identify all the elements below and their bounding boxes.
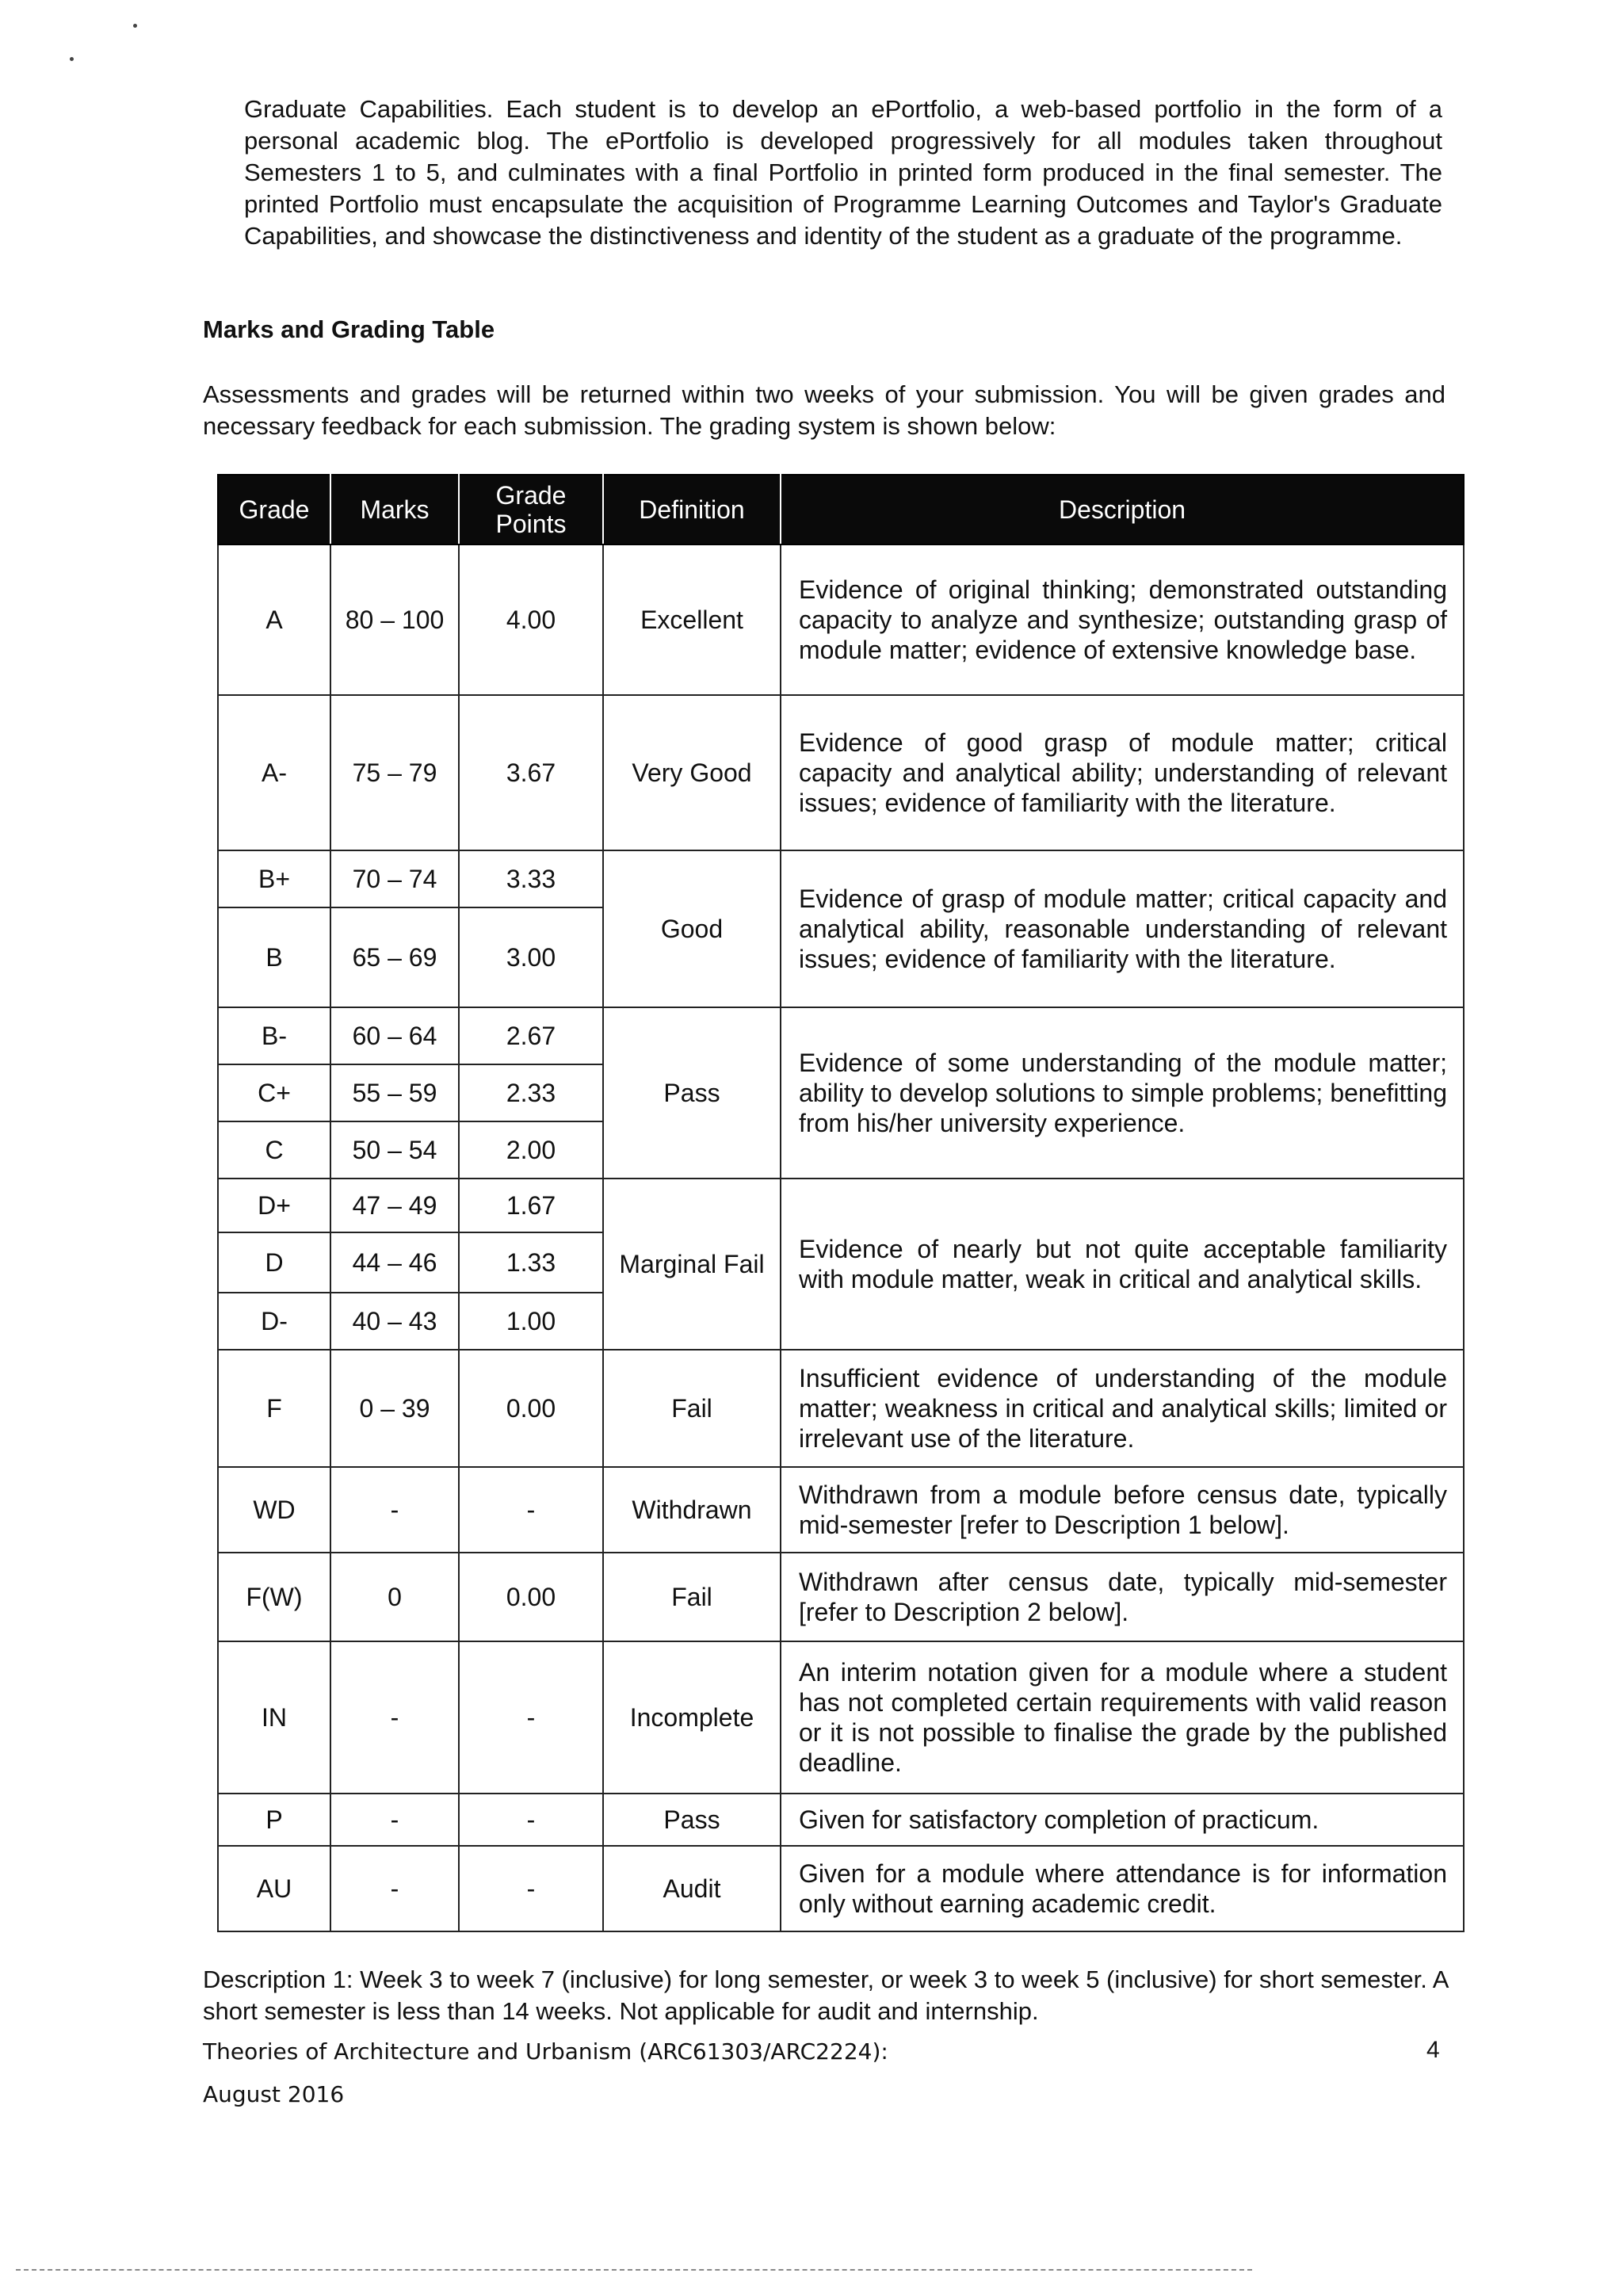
points-cell: 0.00	[459, 1553, 603, 1641]
grade-cell: WD	[218, 1467, 330, 1553]
points-cell: 1.33	[459, 1232, 603, 1293]
marks-cell: 80 – 100	[330, 544, 459, 695]
description-cell: Evidence of good grasp of module matter; critical capacity and analytical ability; understanding of relevant issues; evidence of familiarity with the literature.	[781, 695, 1464, 850]
table-row	[218, 1007, 1464, 1064]
definition-cell: Fail	[603, 1553, 781, 1641]
section-heading: Marks and Grading Table	[203, 315, 495, 343]
description-cell: Insufficient evidence of understanding of the module matter; weakness in critical and analytical skills; limited or irrelevant use of the literature.	[781, 1350, 1464, 1467]
marks-cell: 40 – 43	[330, 1293, 459, 1350]
definition-cell: Incomplete	[603, 1641, 781, 1794]
description-cell: Given for a module where attendance is for information only without earning academic credit.	[781, 1846, 1464, 1931]
points-cell: 3.00	[459, 907, 603, 1007]
marks-cell: 55 – 59	[330, 1064, 459, 1121]
grade-cell: A	[218, 544, 330, 695]
marks-cell: 0 – 39	[330, 1350, 459, 1467]
grade-cell: A-	[218, 695, 330, 850]
table-row	[218, 1350, 1464, 1467]
grade-cell: C+	[218, 1064, 330, 1121]
definition-cell: Fail	[603, 1350, 781, 1467]
definition-cell: Withdrawn	[603, 1467, 781, 1553]
intro-paragraph: Graduate Capabilities. Each student is to develop an ePortfolio, a web-based portfolio in the form of a personal academic blog. The ePortfolio is developed progressively for all modules taken throughout Semesters 1 to 5, and culminates with a final Portfolio in printed form produced in the final semester. The printed Portfolio must encapsulate the acquisition of Programme Learning Outcomes and Taylor's Graduate Capabilities, and showcase the distinctiveness and identity of the student as a graduate of the programme.	[244, 95, 1442, 250]
table-row	[218, 1794, 1464, 1846]
marks-cell: -	[330, 1641, 459, 1794]
points-cell: 3.33	[459, 850, 603, 907]
table-header-row	[218, 475, 1464, 544]
points-cell: 4.00	[459, 544, 603, 695]
marks-cell: 70 – 74	[330, 850, 459, 907]
marks-cell: 0	[330, 1553, 459, 1641]
description-cell: Evidence of nearly but not quite acceptable familiarity with module matter, weak in critical and analytical skills.	[781, 1179, 1464, 1350]
description-cell: Given for satisfactory completion of practicum.	[781, 1794, 1464, 1846]
grade-cell: IN	[218, 1641, 330, 1794]
marks-cell: -	[330, 1467, 459, 1553]
table-row	[218, 1179, 1464, 1232]
points-cell: -	[459, 1641, 603, 1794]
grade-cell: D+	[218, 1179, 330, 1232]
table-row	[218, 1641, 1464, 1794]
grade-cell: AU	[218, 1846, 330, 1931]
marks-cell: -	[330, 1794, 459, 1846]
description-cell: Withdrawn after census date, typically mid-semester [refer to Description 2 below].	[781, 1553, 1464, 1641]
marks-cell: 60 – 64	[330, 1007, 459, 1064]
table-row	[218, 1467, 1464, 1553]
section-intro: Assessments and grades will be returned within two weeks of your submission. You will be given grades and necessary feedback for each submission. The grading system is shown below:	[203, 380, 1445, 440]
definition-cell: Pass	[603, 1007, 781, 1179]
table-row	[218, 1553, 1464, 1641]
grade-cell: B+	[218, 850, 330, 907]
description-footnote: Description 1: Week 3 to week 7 (inclusive) for long semester, or week 3 to week 5 (inclusive) for short semester. A short semester is less than 14 weeks. Not applicable for audit and internship.	[203, 1966, 1448, 2025]
grade-cell: F	[218, 1350, 330, 1467]
grading-table	[217, 474, 1465, 1932]
header-definition: Definition	[603, 475, 781, 544]
points-cell: 1.00	[459, 1293, 603, 1350]
marks-cell: 44 – 46	[330, 1232, 459, 1293]
definition-cell: Audit	[603, 1846, 781, 1931]
points-cell: 3.67	[459, 695, 603, 850]
table-row	[218, 544, 1464, 695]
grade-cell: B	[218, 907, 330, 1007]
page-number: 4	[1426, 2037, 1440, 2063]
table-row	[218, 1846, 1464, 1931]
header-grade: Grade	[218, 475, 330, 544]
points-cell: -	[459, 1794, 603, 1846]
points-cell: 1.67	[459, 1179, 603, 1232]
marks-cell: 47 – 49	[330, 1179, 459, 1232]
points-cell: 2.67	[459, 1007, 603, 1064]
scan-border-line	[16, 2269, 1252, 2271]
grade-cell: P	[218, 1794, 330, 1846]
points-cell: 2.33	[459, 1064, 603, 1121]
grade-cell: D	[218, 1232, 330, 1293]
description-cell: Evidence of grasp of module matter; critical capacity and analytical ability, reasonable understanding of relevant issues; evidence of familiarity with the literature.	[781, 850, 1464, 1007]
marks-cell: -	[330, 1846, 459, 1931]
course-title: Theories of Architecture and Urbanism (ARC61303/ARC2224):	[203, 2038, 888, 2065]
grade-cell: D-	[218, 1293, 330, 1350]
description-cell: Evidence of original thinking; demonstrated outstanding capacity to analyze and synthesize; outstanding grasp of module matter; evidence of extensive knowledge base.	[781, 544, 1464, 695]
table-row	[218, 695, 1464, 850]
marks-cell: 50 – 54	[330, 1121, 459, 1179]
header-grade-points: Grade Points	[459, 475, 603, 544]
definition-cell: Excellent	[603, 544, 781, 695]
header-marks: Marks	[330, 475, 459, 544]
points-cell: -	[459, 1467, 603, 1553]
marks-cell: 75 – 79	[330, 695, 459, 850]
points-cell: 2.00	[459, 1121, 603, 1179]
definition-cell: Good	[603, 850, 781, 1007]
definition-cell: Pass	[603, 1794, 781, 1846]
marks-cell: 65 – 69	[330, 907, 459, 1007]
footer-date: August 2016	[203, 2081, 345, 2107]
scan-speck	[133, 24, 137, 28]
scan-speck	[70, 57, 74, 61]
table-row	[218, 850, 1464, 907]
definition-cell: Marginal Fail	[603, 1179, 781, 1350]
description-cell: An interim notation given for a module where a student has not completed certain requirements with valid reason or it is not possible to finalise the grade by the published deadline.	[781, 1641, 1464, 1794]
grade-cell: F(W)	[218, 1553, 330, 1641]
points-cell: 0.00	[459, 1350, 603, 1467]
definition-cell: Very Good	[603, 695, 781, 850]
header-description: Description	[781, 475, 1464, 544]
grade-cell: C	[218, 1121, 330, 1179]
description-cell: Withdrawn from a module before census date, typically mid-semester [refer to Description 1 below].	[781, 1467, 1464, 1553]
grade-cell: B-	[218, 1007, 330, 1064]
description-cell: Evidence of some understanding of the module matter; ability to develop solutions to simple problems; benefitting from his/her university experience.	[781, 1007, 1464, 1179]
points-cell: -	[459, 1846, 603, 1931]
